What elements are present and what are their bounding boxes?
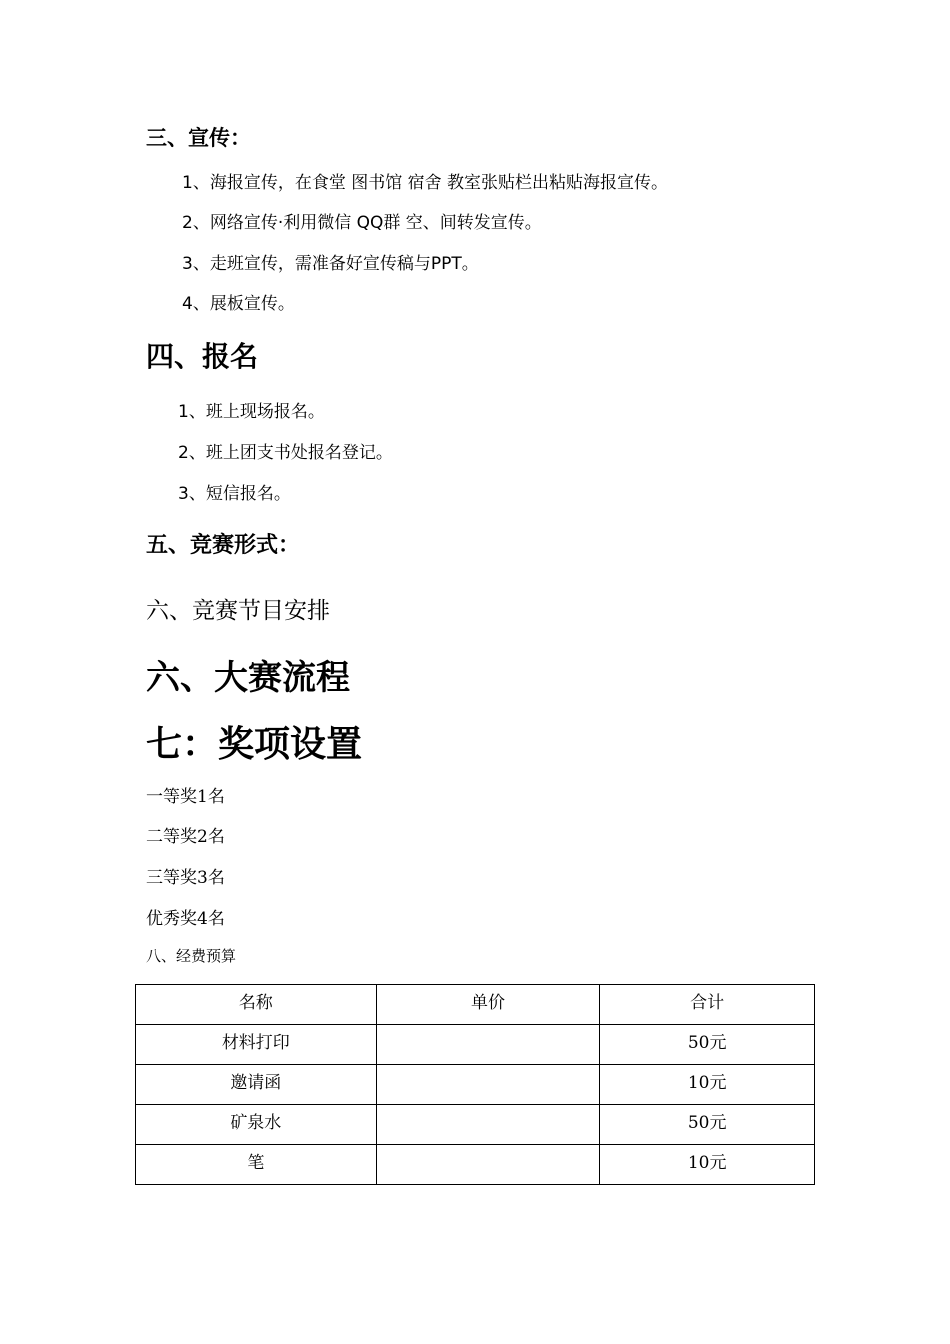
section3-item-4: 4、展板宣传。 xyxy=(182,294,295,314)
section3-item-2: 2、网络宣传·利用微信 QQ群 空、间转发宣传。 xyxy=(182,213,542,233)
award-item-2: 二等奖2名 xyxy=(146,827,225,847)
section3-title: 三、宣传： xyxy=(146,126,251,150)
table-cell xyxy=(376,1065,600,1105)
table-header-cell: 名称 xyxy=(136,985,377,1025)
section5-title: 五、竞赛形式： xyxy=(146,533,301,558)
section4-item-3: 3、短信报名。 xyxy=(178,484,291,504)
award-item-3: 三等奖3名 xyxy=(146,868,225,888)
table-cell: 邀请函 xyxy=(136,1065,377,1105)
table-cell: 50元 xyxy=(600,1105,815,1145)
section8-title: 八、经费预算 xyxy=(146,947,237,965)
table-row xyxy=(136,1025,815,1065)
table-cell xyxy=(376,1105,600,1145)
section4-item-1: 1、班上现场报名。 xyxy=(178,402,325,422)
table-row xyxy=(136,1065,815,1105)
table-cell xyxy=(376,1145,600,1185)
section7-title: 七：奖项设置 xyxy=(146,724,363,765)
table-cell xyxy=(376,1025,600,1065)
section3-item-3: 3、走班宣传，需准备好宣传稿与PPT。 xyxy=(182,254,479,274)
table-cell: 10元 xyxy=(600,1065,815,1105)
table-cell: 笔 xyxy=(136,1145,377,1185)
table-header-row xyxy=(136,985,815,1025)
award-item-1: 一等奖1名 xyxy=(146,787,225,807)
section6b-title: 六、大赛流程 xyxy=(146,658,350,698)
section6a-title: 六、竞赛节目安排 xyxy=(146,598,330,624)
table-row xyxy=(136,1105,815,1145)
section4-title: 四、报名 xyxy=(146,340,259,373)
table-cell: 50元 xyxy=(600,1025,815,1065)
table-cell: 材料打印 xyxy=(136,1025,377,1065)
table-cell: 10元 xyxy=(600,1145,815,1185)
table-cell: 矿泉水 xyxy=(136,1105,377,1145)
budget-table xyxy=(135,984,815,1185)
award-item-4: 优秀奖4名 xyxy=(146,909,225,929)
section4-item-2: 2、班上团支书处报名登记。 xyxy=(178,443,393,463)
table-row xyxy=(136,1145,815,1185)
table-header-cell: 单价 xyxy=(376,985,600,1025)
section3-item-1: 1、海报宣传，在食堂 图书馆 宿舍 教室张贴栏出粘贴海报宣传。 xyxy=(182,173,669,193)
table-header-cell: 合计 xyxy=(600,985,815,1025)
